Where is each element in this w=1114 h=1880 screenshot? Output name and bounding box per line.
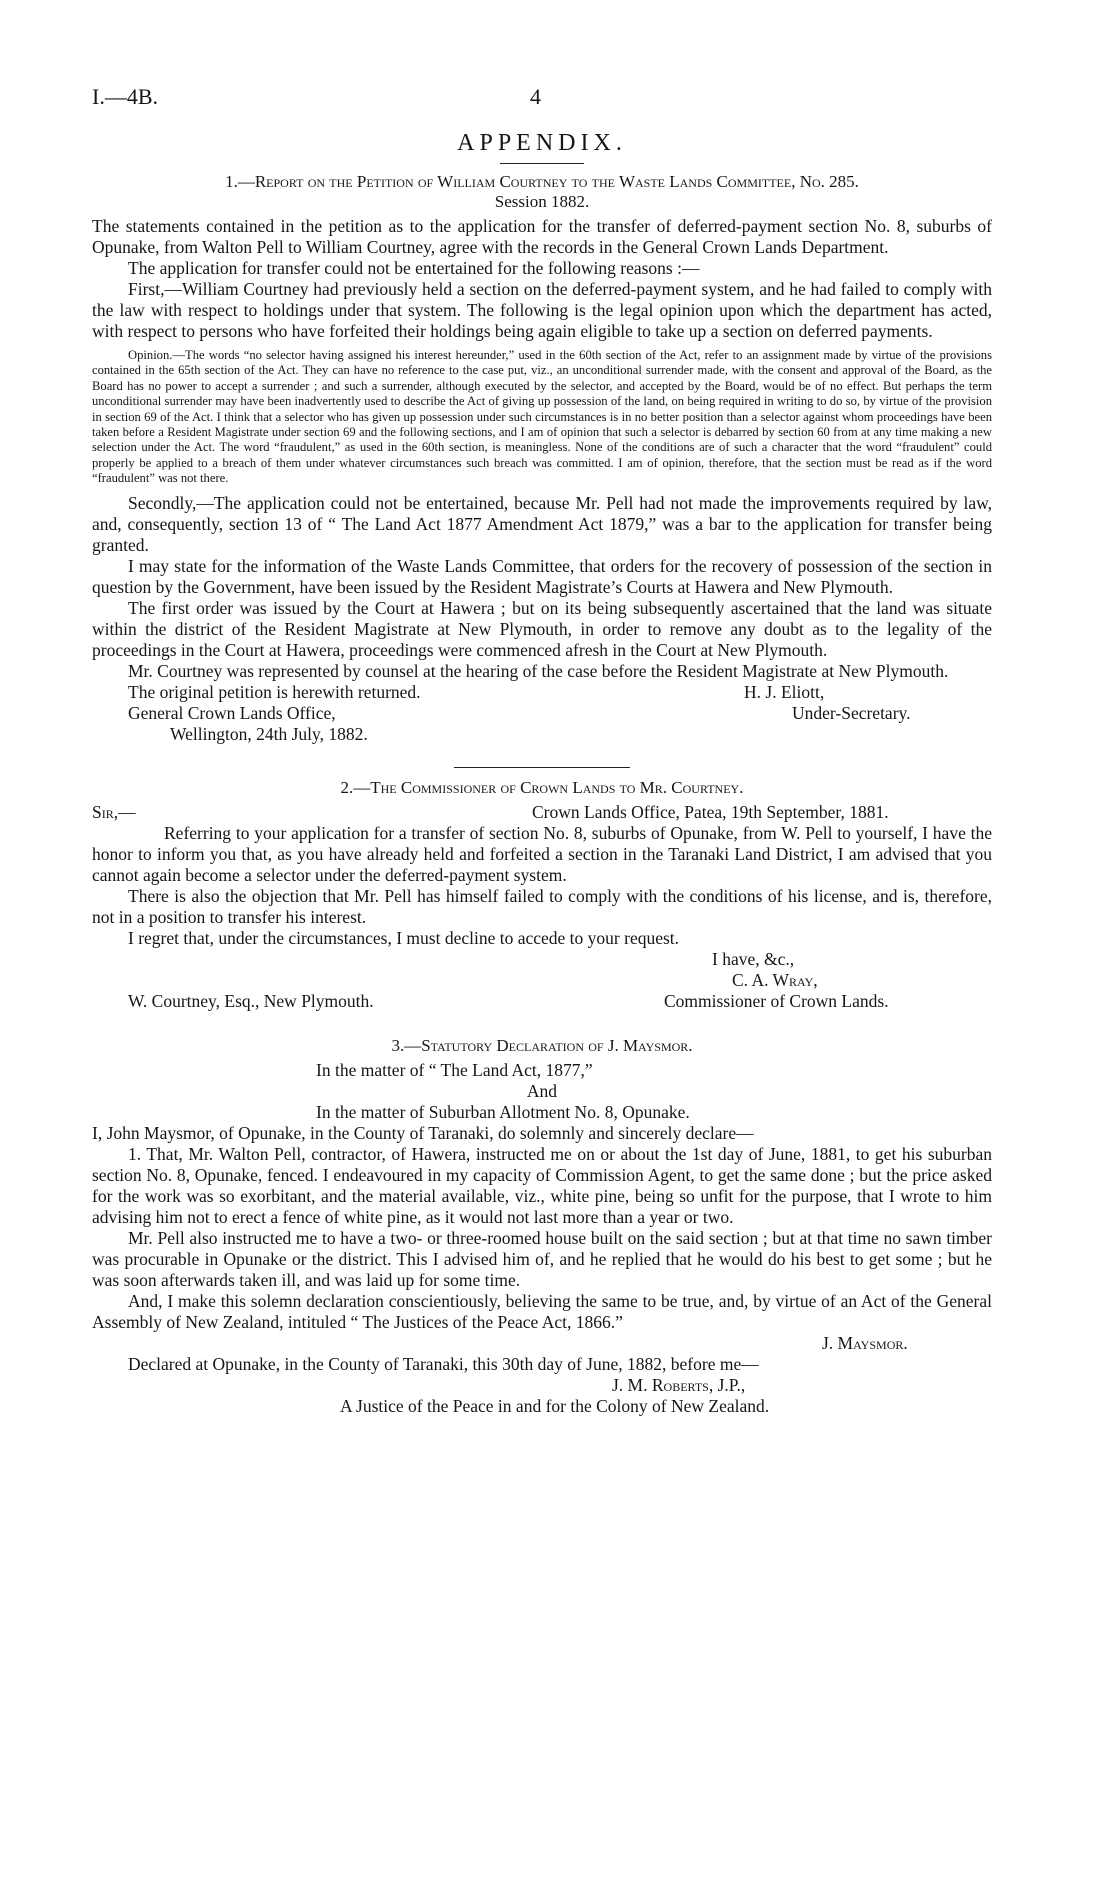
document-page (92, 84, 992, 1417)
closing-line-3: Wellington, 24th July, 1882. (170, 723, 368, 744)
jp-title: A Justice of the Peace in and for the Colony of New Zealand. (340, 1395, 770, 1416)
report-paragraph-5: I may state for the information of the Waste Lands Committee, that orders for the recovery of possession of the section in question by the Government, have been issued by the Resident Magistrate’s Courts at Hawera and New Plymouth. (92, 555, 992, 597)
letter-paragraph-1: Referring to your application for a transfer of section No. 8, suburbs of Opunake, from W. Pell to yourself, I have the honor to inform you that, as you have already held and forfeited a section in the Taranaki Land District, I am advised that you cannot again become a selector under the deferred-payment system. (92, 822, 992, 885)
document-reference: I.—4B. (92, 84, 158, 109)
jp-name: J. M. Roberts, J.P., (612, 1374, 746, 1395)
jp-name-row (92, 1375, 992, 1396)
closing-row-1 (92, 682, 992, 703)
letter-addressee: W. Courtney, Esq., New Plymouth. (128, 990, 374, 1011)
report-paragraph-2: The application for transfer could not be entertained for the following reasons :— (128, 258, 700, 278)
section-rule (454, 767, 630, 768)
section-3 (92, 1036, 992, 1417)
letter-footer-row (92, 991, 992, 1012)
declarant-row (92, 1333, 992, 1354)
declaration-paragraph-3: And, I make this solemn declaration conscientiously, believing the same to be true, and, by virtue of an Act of the General Assembly of New Zealand, intituled “ The Justices of the Peace Act, 1866.” (92, 1290, 992, 1332)
appendix-title: APPENDIX. (457, 130, 627, 156)
letter-paragraph-3: I regret that, under the circumstances, I must decline to accede to your request. (128, 927, 680, 948)
declared-row (92, 1354, 992, 1375)
letter-dateline: Crown Lands Office, Patea, 19th September, 1881. (532, 801, 889, 822)
declarant-name: J. Maysmor. (822, 1332, 908, 1353)
declaration-paragraph-1: 1. That, Mr. Walton Pell, contractor, of Hawera, instructed me on or about the 1st day of June, 1881, to get his suburban section No. 8, Opunake, fenced. I endeavoured in my capacity of Commission Agent, to get the same done ; but the price asked for the work was so exorbitant, and the material available, viz., white pine, being so unfit for the purpose, that I wrote to him advising him not to erect a fence of white pine, as it would not last more than a year or two. (92, 1143, 992, 1227)
matter-and: And (526, 1080, 558, 1101)
section-2-heading: 2.—The Commissioner of Crown Lands to Mr. Courtney. (340, 777, 744, 797)
salutation: Sir,— (92, 801, 136, 822)
section-1-heading: 1.—Report on the Petition of William Courtney to the Waste Lands Committee, No. 285. (225, 172, 859, 191)
closing-line-1: The original petition is herewith returned. (128, 681, 421, 702)
declaration-intro: I, John Maysmor, of Opunake, in the County of Taranaki, do solemnly and sincerely declare— (92, 1122, 754, 1143)
signer-name: H. J. Eliott, (744, 681, 825, 702)
section-3-heading: 3.—Statutory Declaration of J. Maysmor. (391, 1035, 693, 1055)
letter-signer-title: Commissioner of Crown Lands. (664, 990, 889, 1011)
jp-title-row (92, 1396, 992, 1417)
legal-opinion: Opinion.—The words “no selector having assigned his interest hereunder,” used in the 60th section of the Act, refer to an assignment made by virtue of the provisions contained in the 65th section of the Act. They can have no reference to the case put, viz., an unconditional surrender made, with the consent and approval of the Board, as the Board has no power to accept a surrender ; and such a surrender, although executed by the selector, and accepted by the Board, would be of no effect. But perhaps the term unconditional surrender may have been inadvertently used to describe the Act of giving up possession of the land, on being required in writing to do so, by virtue of the provision in section 69 of the Act. I think that a selector who has given up possession under such circumstances is in no better position than a selector against whom proceedings have been taken before a Resident Magistrate under section 69 and the following sections, and I am of opinion that such a selector is debarred by section 60 from at any time making a new selection under the Act. The word “fraudulent,” as used in the 60th section, is meaningless. None of the conditions are of such a character that the word “fraudulent” could properly be applied to a breach of them under whatever circumstances such breach was committed. I am of opinion, therefore, that the section must be read as if the word “fraudulent” was not there. (92, 348, 992, 486)
letter-signer-row (92, 970, 992, 991)
title-rule (500, 163, 584, 164)
report-paragraph-3: First,—William Courtney had previously held a section on the deferred-payment system, and he had failed to comply with the law with respect to holdings under that system. The following is the legal opinion upon which the department has acted, with respect to persons who have forfeited their holdings being again eligible to take up a section on deferred payments. (92, 279, 992, 341)
letter-paragraph-2: There is also the objection that Mr. Pell has himself failed to comply with the conditions of his license, and is, therefore, not in a position to transfer his interest. (92, 885, 992, 927)
declaration-paragraph-2: Mr. Pell also instructed me to have a two- or three-roomed house built on the said section ; but at that time no sawn timber was procurable in Opunake or the district. This I advised him of, and he replied that he would do his best to get some ; but he was soon afterwards taken ill, and was laid up for some time. (92, 1227, 992, 1290)
report-paragraph-4: Secondly,—The application could not be entertained, because Mr. Pell had not made the improvements required by law, and, consequently, section 13 of “ The Land Act 1877 Amendment Act 1879,” was a bar to the application for transfer being granted. (92, 492, 992, 555)
closing-row-2 (92, 703, 992, 724)
section-2 (92, 778, 992, 1012)
letter-close: I have, &c., (712, 948, 795, 969)
declared-line: Declared at Opunake, in the County of Taranaki, this 30th day of June, 1882, before me— (128, 1353, 759, 1374)
page-number: 4 (530, 84, 541, 109)
matter-line-1: In the matter of “ The Land Act, 1877,” (316, 1059, 593, 1080)
matter-line-2: In the matter of Suburban Allotment No. 8, Opunake. (316, 1101, 690, 1122)
page-header (92, 84, 992, 124)
closing-row-3 (92, 724, 992, 745)
report-paragraph-7: Mr. Courtney was represented by counsel at the hearing of the case before the Resident Magistrate at New Plymouth. (128, 660, 949, 681)
closing-line-2: General Crown Lands Office, (128, 702, 336, 723)
section-1 (92, 172, 992, 745)
report-paragraph-1: The statements contained in the petition as to the application for the transfer of deferred-payment section No. 8, suburbs of Opunake, from Walton Pell to William Courtney, agree with the records in the General Crown Lands Department. (92, 216, 992, 257)
section-1-session: Session 1882. (494, 192, 590, 211)
letter-signer: C. A. Wray, (732, 969, 818, 990)
letter-close-row (92, 949, 992, 970)
signer-title: Under-Secretary. (792, 702, 911, 723)
report-paragraph-6: The first order was issued by the Court at Hawera ; but on its being subsequently ascertained that the land was situate within the district of the Resident Magistrate at New Plymouth, in order to remove any doubt as to the legality of the proceedings in the Court at Hawera, proceedings were commenced afresh in the Court at New Plymouth. (92, 597, 992, 660)
letter-header-row (92, 802, 992, 823)
